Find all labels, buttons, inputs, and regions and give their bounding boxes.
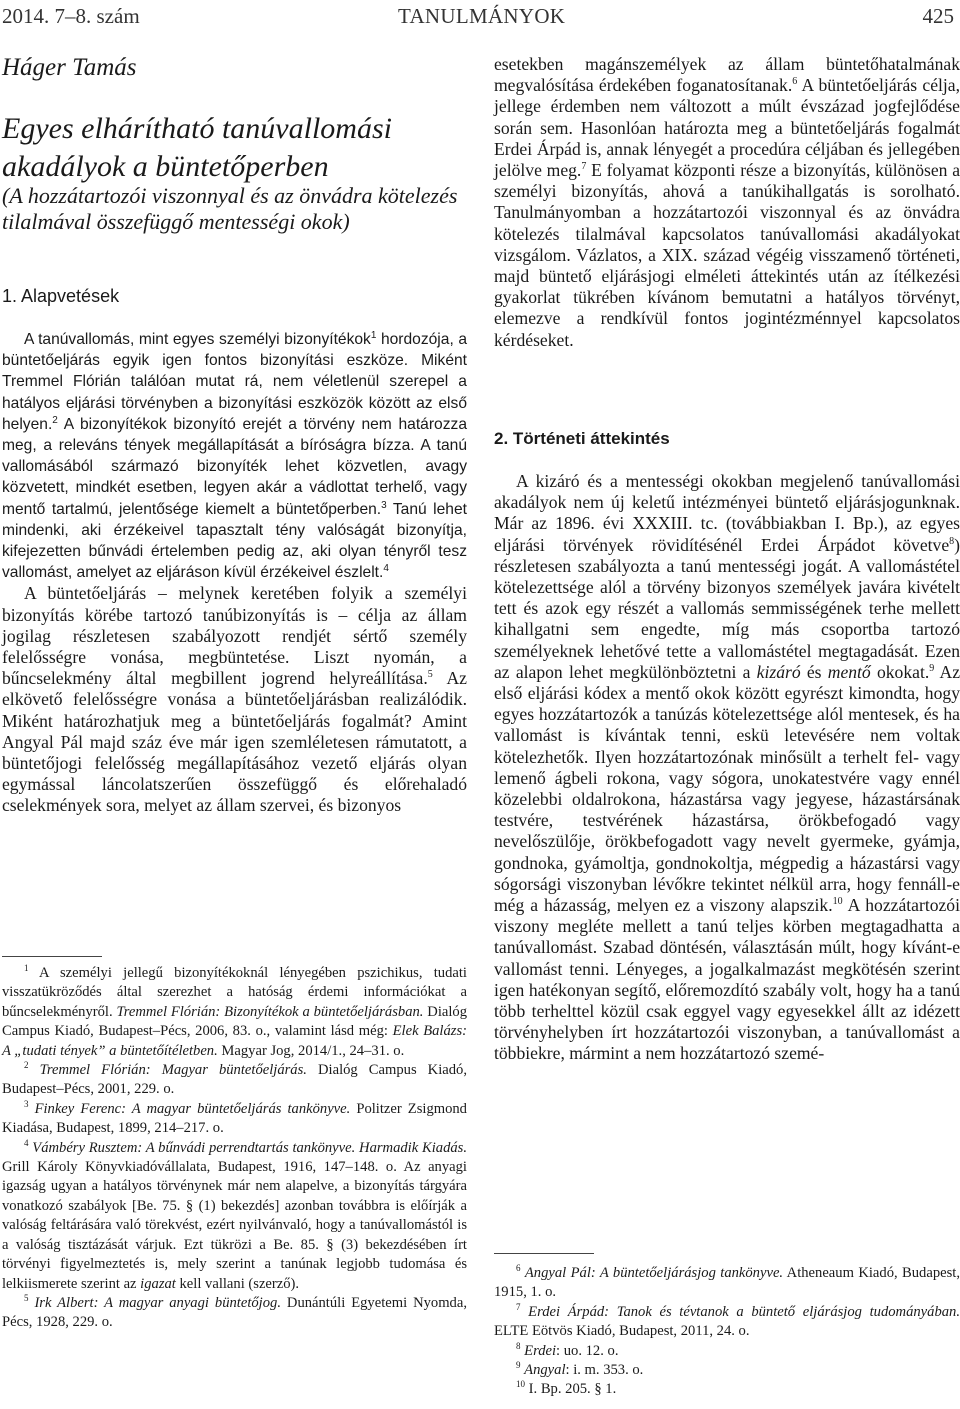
italic-term: kizáró <box>756 661 801 682</box>
footnote-text: Dialóg Campus Kiadó, Budapest–Pécs, 2001, 229. o. <box>2 1062 467 1098</box>
footnote <box>494 1380 960 1399</box>
issue-label: 2014. 7–8. szám <box>2 4 140 28</box>
footnote-text: Dunántúli Egyetemi Nyomda, Pécs, 1928, 229. o. <box>2 1294 467 1331</box>
footnote <box>2 1139 467 1294</box>
footnote-text: Irk Albert: A magyar anyagi büntetőjog. <box>34 1294 281 1311</box>
footnote-number: 3 <box>24 1098 29 1109</box>
footnote-ref[interactable]: 6 <box>792 76 798 88</box>
footnote-ref[interactable]: 1 <box>370 329 377 341</box>
footnote-text: A személyi jellegű bizonyítékoknál lényegében pszichikus, tudati visszatükröződés által szerezhet a hatóság érdemi információkat a bűncselekményről. <box>2 965 467 1020</box>
footnote-number: 9 <box>516 1360 521 1371</box>
text-run: és <box>800 661 828 682</box>
footnote-text: : i. m. 353. o. <box>565 1362 644 1379</box>
footnote-text: Tremmel Flórián: Magyar büntetőeljárás. <box>39 1062 307 1079</box>
text-run: ) részletesen szabályozta a tanú mentességi jogát. A vallomástétel kötelezettsége alól a törvény bizonyos személyek javára kivételt tett és azok egy részét a vallomás semmisségének terhe mellett kihallgatni sem engedte, míg más csoportba tartozó személyeknek lehetővé tette a vallomástétel megtagadását. Ezen az alapon lehet megkülönböztetni a <box>494 534 960 682</box>
footnote <box>2 964 467 1061</box>
article-subtitle: (A hozzátartozói viszonnyal és az önvádra kötelezés tilalmával összefüggő mentességi okok) <box>2 183 458 234</box>
text-run: A büntetőeljárás – melynek keretében folyik a személyi bizonyítás körébe tartozó tanúbizonyítás is – célja az állam jogilag részletesen szabályozott rendjét sértő személy felelősségre vonása, megbüntetése. Liszt nyomán, a bűncselekmény által megbillent jogrend helyreállítása. <box>2 583 467 689</box>
text-run: A tanúvallomás, mint egyes személyi bizonyítékok <box>24 331 371 348</box>
section-heading-2: 2. Történeti áttekintés <box>494 429 670 448</box>
footnote <box>494 1303 960 1342</box>
footnote-number: 10 <box>516 1379 525 1390</box>
footnote-text: Magyar Jog, 2014/1., 24–31. o. <box>217 1042 405 1059</box>
footnote-ref[interactable]: 10 <box>832 896 843 908</box>
footnote-ref[interactable]: 3 <box>381 499 387 511</box>
footnote-text: kell vallani (szerző). <box>175 1275 300 1292</box>
footnote-text: ELTE Eötvös Kiadó, Budapest, 2011, 24. o. <box>494 1323 750 1340</box>
text-run: Az elkövető felelősségre vonása a büntetőeljárásban realizálódik. Miként határozhatjuk meg a büntetőeljárás fogalmát? Amint Angyal Pál majd száz éve már igen szemléletesen rámutatott, a büntetőjogi felelősség megállapításához vezető eljárás olyan egymással láncolatszerűen összefüggő és előrehaladó cselekmények sora, melyet az állam szervei, és bizonyos <box>2 668 467 816</box>
footnote-number: 8 <box>516 1340 521 1351</box>
footnote-text: Angyal Pál: A büntetőeljárásjog tankönyve. <box>524 1265 784 1281</box>
footnotes-right <box>494 1264 960 1400</box>
footnote-text: Grill Károly Könyvkiadóvállalata, Budapest, 1916, 147–148. o. Az anyagi igazság ugyan a hatályos törvénynek már nem alapelve, a bizonyítás tárgyára vonatkozó szabályok [Be. 75. § (1) bekezdés] azonban továbbra is előírják a valóság feltárására való törekvést, ezért nyilvánvaló, hogy a tanúvallomástól is a valóság tisztázását várjuk. Ezt tükrözi a Be. 85. § (3) bekezdésében írt törvényi figyelmeztetés is, mely szerint a tanúnak legjobb tudomása és lelkiismerete szerint az <box>2 1159 467 1292</box>
footnote <box>494 1264 960 1303</box>
footnotes-left <box>2 964 467 1333</box>
footnote <box>494 1342 960 1361</box>
footnote-text: igazat <box>140 1275 176 1292</box>
text-run: hordozója, a büntetőeljárás egyik igen fontos bizonyítási eszköze. Miként Tremmel Flórián találóan mutat rá, nem véletlenül szerepel a hatályos eljárási törvényben a bizonyítási eszközök között az első helyen. <box>2 331 467 433</box>
text-run: E folyamat központi része a bizonyítás, különösen a személyi bizonyítás, ahová a tanúkihallgatás is sorolható. Tanulmányomban a hozzátartozói viszonnyal és az önvádra kötelezés tilalmával kapcsolatos tanúvallomási akadályokat vizsgálom. Vázlatos, a XIX. század végéig visszamenő történeti, majd büntető eljárásjogi elméleti áttekintés után az ítélkezési gyakorlat tükrében kívánom bemutatni a hatályos törvényt, elemezve a rendkívül fontos jogintézménnyel kapcsolatos kérdéseket. <box>494 160 960 350</box>
text-run: Tanú lehet mindenki, aki érzékeivel tapasztalt tény valóságát bizonyítja, kifejezetten bűnvádi értelemben pedig az, aki olyan tényről tesz vallomást, amelyet az eljáráson kívül érzékeivel észlelt. <box>2 500 467 582</box>
footnote-ref[interactable]: 4 <box>383 563 389 575</box>
article-title: Egyes elhárítható tanúvallomási akadályok a büntetőperben <box>2 112 392 183</box>
text-run: A büntetőeljárás célja, jellege érdemben nem változott a múlt évszázad jogfejlődése során sem. Hasonlóan határozta meg a büntetőeljárás fogalmát Erdei Árpád is, annak lényegét a procedúra céljában és jellegében jelölve meg. <box>494 75 960 181</box>
right-column-body <box>494 471 960 1065</box>
footnote-ref[interactable]: 5 <box>427 669 433 681</box>
footnote-text: Dialóg Campus Kiadó, Budapest–Pécs, 2006, 83. o., valamint lásd még: <box>2 1003 467 1040</box>
paragraph <box>2 583 467 816</box>
footnote <box>2 1100 467 1139</box>
footnote-number: 4 <box>24 1137 29 1148</box>
footnote-number: 6 <box>516 1263 521 1274</box>
footnote <box>2 1061 467 1100</box>
italic-term: mentő <box>827 661 871 682</box>
footnote <box>494 1361 960 1380</box>
paragraph <box>494 54 960 351</box>
right-column-body-top <box>494 54 960 351</box>
text-run: Az első eljárási kódex a mentő okok között egyrészt kimondta, hogy egyes hozzátartozók a tanúzás kötelezettsége alól mentesek, és ha vallomást is kívántak tenni, eskü letevésére nem voltak kötelezhetők. Ilyen hozzátartozónak minősült a terhelt fel- vagy lemenő ágbeli rokona, vagy sógora, unokatestvére vagy ennél közelebbi oldalrokona, házastársa vagy jegyese, házastársának testvére, testvérének házastársa, örökbefogadó vagy nevelőszülője, örökbefogadott vagy nevelt gyermeke, gyámja, gondnoka, gyámoltja, gondnokoltja, mégpedig a házastársi vagy sógorsági viszonyban lévőkre tekintet nélkül arra, hogy fennáll-e még a házasság, melyen ez a viszony alapszik. <box>494 661 960 916</box>
footnote-text: Angyal <box>524 1362 566 1379</box>
page-number: 425 <box>922 4 954 28</box>
footnote-text: : uo. 12. o. <box>556 1342 619 1359</box>
footnote-number: 7 <box>516 1301 521 1312</box>
footnote-number: 1 <box>24 963 29 974</box>
footnote-text: Atheneaum Kiadó, Budapest, 1915, 1. o. <box>494 1265 960 1301</box>
footnote-divider <box>2 956 102 957</box>
footnote-number: 2 <box>24 1060 29 1071</box>
left-column-body <box>2 329 467 817</box>
footnote-text: Erdei Árpád: Tanok és tévtanok a büntető eljárásjog tudományában. <box>528 1303 960 1320</box>
paragraph <box>2 329 467 583</box>
text-run: okokat. <box>870 661 930 682</box>
text-run: A bizonyítékok bizonyító erejét a törvény nem határozza meg, a releváns tények megállapítását a bíróságra bízza. A tanú vallomásából származó bizonyíték lehet közvetlen, avagy közvetett, mindkét esetben, legyen akár a vádlottat terhelő, vagy mentő tartalmú, jelentősége kiemelt a büntetőperben. <box>2 415 467 518</box>
footnote <box>2 1294 467 1333</box>
section-label: TANULMÁNYOK <box>398 4 566 28</box>
footnote-number: 5 <box>24 1293 29 1304</box>
footnote-ref[interactable]: 2 <box>52 414 58 426</box>
footnote-text: Politzer Zsigmond Kiadása, Budapest, 1899, 214–217. o. <box>2 1100 467 1137</box>
footnote-text: Elek Balázs: A „tudati tények” a büntetőítéletben. <box>2 1023 468 1059</box>
page-header <box>0 0 960 34</box>
text-run: esetekben magánszemélyek az állam büntetőhatalmának megvalósítása érdekében foganatosítanak. <box>494 54 960 96</box>
footnote-text: I. Bp. 205. § 1. <box>528 1381 617 1398</box>
footnote-text: Erdei <box>524 1342 557 1359</box>
article-author: Háger Tamás <box>2 54 137 81</box>
text-run: A hozzátartozói viszony megléte mellett a tanú teljes körben megtagadhatta a tanúvallomást. Szabad döntésén, választásán múlt, hogy kívánt-e vallomást tenni. Lényeges, a jogalkalmazást megkötésén szerint igen hatékonyan segítő, előremozdító szabály volt, hogy ha a tanú több terhelttel közül csak eggyel vagy egyesekkel állt az idézett törvényhelyben írt hozzátartozói viszonyban, a tanúvallomást a többiekre, mármint a nem hozzátartozó szemé- <box>494 895 960 1064</box>
footnote-divider <box>494 1253 594 1254</box>
footnote-text: Tremmel Flórián: Bizonyítékok a büntetőeljárásban. <box>116 1003 424 1020</box>
footnote-ref[interactable]: 9 <box>929 662 935 674</box>
paragraph <box>494 471 960 1065</box>
footnote-ref[interactable]: 8 <box>949 535 955 547</box>
footnote-text: Finkey Ferenc: A magyar büntetőeljárás tankönyve. <box>34 1100 351 1117</box>
footnote-text: Vámbéry Rusztem: A bűnvádi perrendtartás tankönyve. Harmadik Kiadás. <box>32 1139 467 1156</box>
section-heading-1: 1. Alapvetések <box>2 286 120 306</box>
text-run: A kizáró és a mentességi okokban megjelenő tanúvallomási akadályok nem új keletű intézményei büntető eljárásjogunknak. Már az 1896. évi XXXIII. tc. (továbbiakban I. Bp.), az egyes eljárási törvények rövidítésénél Erdei Árpádot követve <box>494 471 960 555</box>
footnote-ref[interactable]: 7 <box>581 161 587 173</box>
